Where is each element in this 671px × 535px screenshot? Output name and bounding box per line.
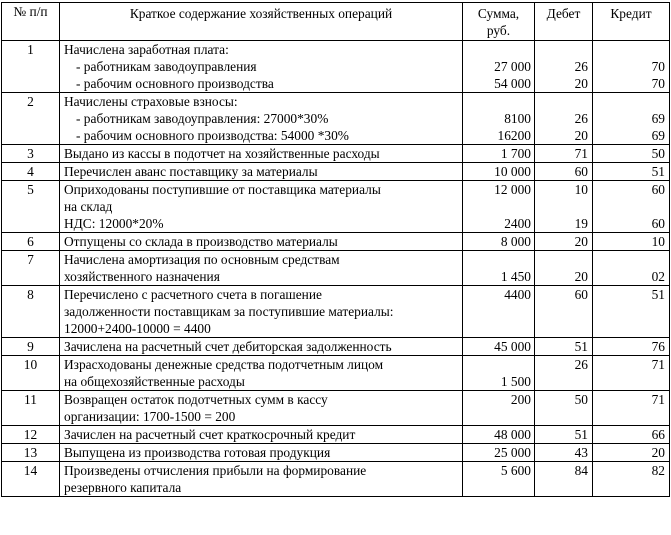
operation-description	[60, 462, 463, 497]
operation-description	[60, 145, 463, 163]
amount-cell-value	[466, 251, 531, 268]
operation-line: - рабочим основного производства	[76, 76, 274, 91]
table-row	[2, 426, 670, 444]
debit-cell-value: 51	[574, 427, 588, 442]
credit-cell-value: 20	[651, 445, 665, 460]
debit-cell	[535, 41, 593, 93]
header-description: Краткое содержание хозяйственных операций	[60, 3, 463, 41]
debit-cell-value: 20	[574, 269, 588, 284]
credit-cell	[593, 181, 670, 233]
debit-cell-value: 26	[574, 111, 588, 126]
row-number: 5	[2, 181, 60, 233]
credit-cell	[593, 426, 670, 444]
credit-cell	[593, 41, 670, 93]
amount-cell-value: 12 000	[494, 182, 531, 197]
row-number: 4	[2, 163, 60, 181]
debit-cell	[535, 181, 593, 233]
operation-line: 12000+2400-10000 = 4400	[64, 321, 211, 336]
amount-cell-value: 1 700	[500, 146, 531, 161]
amount-cell	[463, 251, 535, 286]
operation-line: Зачислен на расчетный счет краткосрочный кредит	[64, 427, 356, 442]
row-number: 1	[2, 41, 60, 93]
amount-cell-value: 8 000	[500, 234, 531, 249]
operation-description	[60, 338, 463, 356]
operation-line: Отпущены со склада в производство материалы	[64, 234, 338, 249]
table-row	[2, 286, 670, 338]
credit-cell-value	[596, 93, 665, 110]
amount-cell-value	[466, 356, 531, 373]
credit-cell	[593, 462, 670, 497]
amount-cell-value: 5 600	[500, 463, 531, 478]
table-row	[2, 181, 670, 233]
amount-cell-value: 8100	[504, 111, 531, 126]
credit-cell	[593, 444, 670, 462]
amount-cell	[463, 93, 535, 145]
table-row	[2, 145, 670, 163]
credit-cell	[593, 338, 670, 356]
operation-line: - работникам заводоуправления	[76, 59, 257, 74]
operation-line: резервного капитала	[64, 480, 182, 495]
operation-line: Выпущена из производства готовая продукция	[64, 445, 331, 460]
debit-cell	[535, 444, 593, 462]
operation-line: Начислена заработная плата:	[64, 42, 229, 57]
amount-cell-value	[466, 41, 531, 58]
operation-line: НДС: 12000*20%	[64, 216, 164, 231]
table-row	[2, 462, 670, 497]
operation-description	[60, 181, 463, 233]
operation-description	[60, 251, 463, 286]
operation-line: хозяйственного назначения	[64, 269, 220, 284]
credit-cell-value: 50	[651, 146, 665, 161]
credit-cell-value: 70	[651, 76, 665, 91]
debit-cell-value	[538, 41, 588, 58]
row-number: 11	[2, 391, 60, 426]
debit-cell	[535, 145, 593, 163]
amount-cell-value: 1 500	[500, 374, 531, 389]
debit-cell	[535, 286, 593, 338]
row-number: 2	[2, 93, 60, 145]
operation-description	[60, 444, 463, 462]
debit-cell-value: 26	[574, 357, 588, 372]
debit-cell-value	[538, 93, 588, 110]
credit-cell-value: 71	[651, 392, 665, 407]
operation-description	[60, 356, 463, 391]
operation-line: Начислены страховые взносы:	[64, 94, 238, 109]
operation-description	[60, 93, 463, 145]
operation-description	[60, 391, 463, 426]
operation-line: Зачислена на расчетный счет дебиторская задолженность	[64, 339, 392, 354]
credit-cell-value	[596, 41, 665, 58]
amount-cell-value: 16200	[497, 128, 531, 143]
row-number: 3	[2, 145, 60, 163]
table-row	[2, 444, 670, 462]
credit-cell	[593, 163, 670, 181]
operation-line: Начислена амортизация по основным средствам	[64, 252, 340, 267]
header-sum: Сумма, руб.	[463, 3, 535, 41]
header-credit: Кредит	[593, 3, 670, 41]
amount-cell-value: 4400	[504, 287, 531, 302]
table-row	[2, 233, 670, 251]
operation-line: на общехозяйственные расходы	[64, 374, 245, 389]
amount-cell-value: 200	[510, 392, 531, 407]
operation-line: Перечислен аванс поставщику за материалы	[64, 164, 318, 179]
row-number: 14	[2, 462, 60, 497]
amount-cell-value: 27 000	[494, 59, 531, 74]
debit-cell	[535, 251, 593, 286]
table-row	[2, 391, 670, 426]
operation-line: Возвращен остаток подотчетных сумм в кассу	[64, 392, 328, 407]
credit-cell	[593, 145, 670, 163]
table-row	[2, 163, 670, 181]
amount-cell-value	[466, 93, 531, 110]
operation-line: - работникам заводоуправления: 27000*30%	[76, 111, 329, 126]
debit-cell	[535, 462, 593, 497]
amount-cell	[463, 145, 535, 163]
amount-cell	[463, 163, 535, 181]
operation-line: организации: 1700-1500 = 200	[64, 409, 236, 424]
debit-cell-value: 19	[574, 216, 588, 231]
header-debit: Дебет	[535, 3, 593, 41]
credit-cell-value: 60	[651, 182, 665, 197]
row-number: 9	[2, 338, 60, 356]
amount-cell-value: 45 000	[494, 339, 531, 354]
credit-cell	[593, 356, 670, 391]
amount-cell-value: 48 000	[494, 427, 531, 442]
amount-cell-value: 2400	[504, 216, 531, 231]
amount-cell	[463, 426, 535, 444]
debit-cell-value: 20	[574, 76, 588, 91]
amount-cell	[463, 462, 535, 497]
credit-cell-value: 51	[651, 164, 665, 179]
credit-cell-value: 66	[651, 427, 665, 442]
amount-cell	[463, 391, 535, 426]
credit-cell	[593, 391, 670, 426]
credit-cell-value: 82	[651, 463, 665, 478]
debit-cell	[535, 93, 593, 145]
amount-cell-value: 10 000	[494, 164, 531, 179]
operation-description	[60, 233, 463, 251]
debit-cell-value: 43	[574, 445, 588, 460]
row-number: 6	[2, 233, 60, 251]
credit-cell-value: 51	[651, 287, 665, 302]
debit-cell	[535, 356, 593, 391]
amount-cell	[463, 41, 535, 93]
debit-cell	[535, 338, 593, 356]
credit-cell	[593, 251, 670, 286]
row-number: 8	[2, 286, 60, 338]
credit-cell	[593, 93, 670, 145]
table-row	[2, 251, 670, 286]
debit-cell-value: 20	[574, 128, 588, 143]
debit-cell-value: 60	[574, 164, 588, 179]
debit-cell-value: 84	[574, 463, 588, 478]
amount-cell	[463, 233, 535, 251]
credit-cell-value: 71	[651, 357, 665, 372]
debit-cell	[535, 426, 593, 444]
amount-cell	[463, 444, 535, 462]
operation-line: Израсходованы денежные средства подотчетным лицом	[64, 357, 384, 372]
amount-cell-value	[466, 198, 531, 215]
header-no: № п/п	[2, 3, 60, 41]
debit-cell-value	[538, 198, 588, 215]
debit-cell-value: 10	[574, 182, 588, 197]
operation-description	[60, 426, 463, 444]
amount-cell	[463, 356, 535, 391]
debit-cell-value: 71	[574, 146, 588, 161]
debit-cell-value: 26	[574, 59, 588, 74]
credit-cell	[593, 233, 670, 251]
operation-line: на склад	[64, 199, 113, 214]
credit-cell	[593, 286, 670, 338]
amount-cell-value: 54 000	[494, 76, 531, 91]
amount-cell	[463, 338, 535, 356]
table-row	[2, 338, 670, 356]
debit-cell-value	[538, 251, 588, 268]
credit-cell-value: 70	[651, 59, 665, 74]
operation-line: Произведены отчисления прибыли на формирование	[64, 463, 367, 478]
header-row	[2, 3, 670, 41]
credit-cell-value	[596, 198, 665, 215]
table-row	[2, 41, 670, 93]
debit-cell-value: 20	[574, 234, 588, 249]
credit-cell-value: 69	[651, 111, 665, 126]
row-number: 13	[2, 444, 60, 462]
credit-cell-value: 02	[651, 269, 665, 284]
amount-cell	[463, 181, 535, 233]
credit-cell-value: 76	[651, 339, 665, 354]
operation-description	[60, 163, 463, 181]
debit-cell-value: 60	[574, 287, 588, 302]
amount-cell	[463, 286, 535, 338]
operation-line: Выдано из кассы в подотчет на хозяйственные расходы	[64, 146, 380, 161]
credit-cell-value: 10	[651, 234, 665, 249]
credit-cell-value: 69	[651, 128, 665, 143]
debit-cell	[535, 233, 593, 251]
debit-cell	[535, 391, 593, 426]
operation-description	[60, 286, 463, 338]
table-row	[2, 93, 670, 145]
table-body	[2, 41, 670, 497]
operation-description	[60, 41, 463, 93]
credit-cell-value: 60	[651, 216, 665, 231]
row-number: 10	[2, 356, 60, 391]
debit-cell-value: 50	[574, 392, 588, 407]
amount-cell-value: 1 450	[500, 269, 531, 284]
operation-line: Перечислено с расчетного счета в погашение	[64, 287, 322, 302]
operations-table	[1, 2, 670, 497]
row-number: 7	[2, 251, 60, 286]
operation-line: Оприходованы поступившие от поставщика материалы	[64, 182, 381, 197]
row-number: 12	[2, 426, 60, 444]
credit-cell-value	[596, 251, 665, 268]
amount-cell-value: 25 000	[494, 445, 531, 460]
operation-line: задолженности поставщикам за поступившие материалы:	[64, 304, 394, 319]
operation-line: - рабочим основного производства: 54000 *30%	[76, 128, 349, 143]
table-row	[2, 356, 670, 391]
debit-cell	[535, 163, 593, 181]
debit-cell-value: 51	[574, 339, 588, 354]
